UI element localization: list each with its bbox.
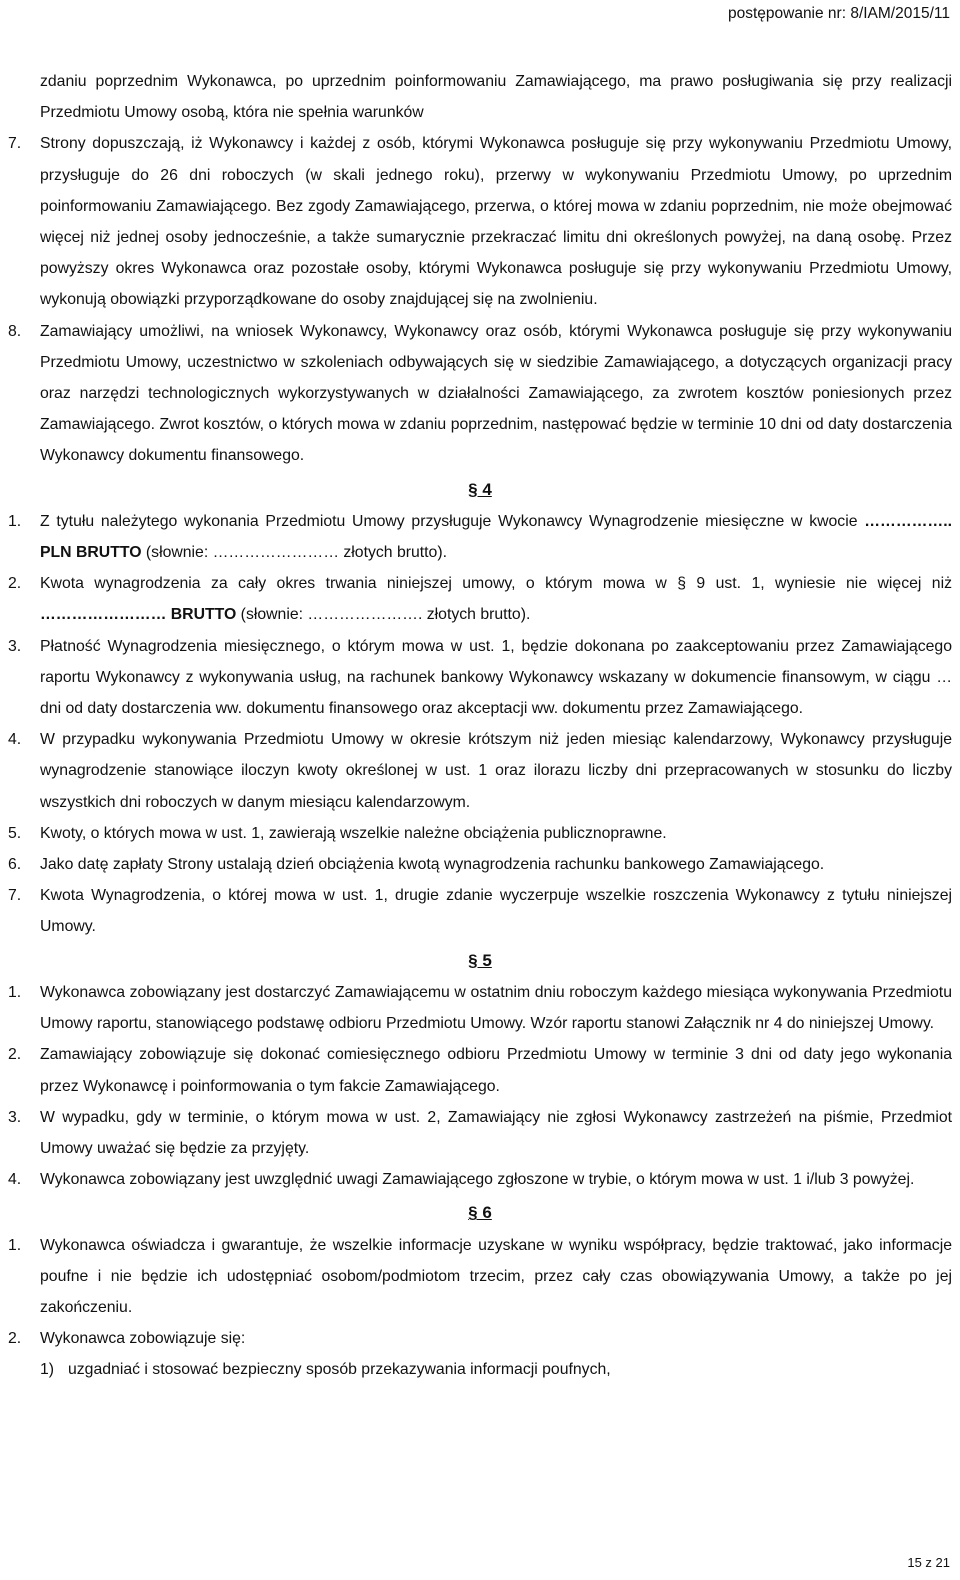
item-number: 2. [8, 1046, 22, 1064]
currency-label: PLN BRUTTO [40, 544, 142, 562]
document-body [8, 66, 952, 1386]
document-reference: postępowanie nr: 8/IAM/2015/11 [727, 5, 950, 22]
section-heading-6: § 6 [468, 1203, 492, 1223]
sub-list-item [8, 1354, 952, 1385]
list-item [8, 724, 952, 818]
item-number: 5. [8, 824, 22, 842]
item-number: 3. [8, 1108, 22, 1126]
item-text: Płatność Wynagrodzenia miesięcznego, o którym mowa w ust. 1, będzie dokonana po zaakceptowaniu przez Zamawiającego raportu Wykonawcy z wykonywania usług, na rachunek bankowy Wykonawcy wskazany w dokumencie finansowym, w ciągu … dni od daty dostarczenia ww. dokumentu finansowego oraz akceptacji ww. dokumentu przez Zamawiającego. [40, 637, 952, 718]
item-number: 6. [8, 856, 22, 874]
item-text: Zamawiający umożliwi, na wniosek Wykonawcy, Wykonawcy oraz osób, którymi Wykonawca posługuje się przy wykonywaniu Przedmiotu Umowy, uczestnictwo w szkoleniach odbywających się w siedzibie Zamawiającego, a dotyczących organizacji pracy oraz narzędzi technologicznych wykorzystywanych w działalności Zamawiającego, za zwrotem kosztów poniesionych przez Zamawiającego. Zwrot kosztów, o których mowa w zdaniu poprzednim, następować będzie w terminie 10 dni od daty dostarczenia Wykonawcy dokumentu finansowego. [40, 322, 952, 465]
list-item [8, 880, 952, 942]
list-item [8, 977, 952, 1039]
item-number: 1. [8, 983, 22, 1001]
item-text: W wypadku, gdy w terminie, o którym mowa w ust. 2, Zamawiający nie zgłosi Wykonawcy zastrzeżeń na piśmie, Przedmiot Umowy uważać się będzie za przyjęty. [40, 1108, 952, 1157]
item-text: Wykonawca zobowiązany jest uwzględnić uwagi Zamawiającego zgłoszone w trybie, o którym mowa w ust. 1 i/lub 3 powyżej. [40, 1171, 915, 1189]
list-item [8, 1323, 952, 1354]
item-text: Wykonawca zobowiązany jest dostarczyć Zamawiającemu w ostatnim dniu roboczym każdego miesiąca wykonywania Przedmiotu Umowy raportu, stanowiącego podstawę odbioru Przedmiotu Umowy. Wzór raportu stanowi Załącznik nr 4 do niniejszej Umowy. [40, 983, 952, 1033]
item-number: 8. [8, 322, 22, 340]
list-item [8, 506, 952, 568]
item-number: 2. [8, 1330, 22, 1348]
sub-item-number: 1) [40, 1361, 55, 1379]
item-text [40, 568, 952, 630]
text-part: Kwota wynagrodzenia za cały okres trwania niniejszej umowy, o którym mowa w § 9 ust. 1, wyniesie nie więcej niż [40, 575, 952, 593]
list-item [8, 128, 952, 315]
amount-placeholder: …………….. [864, 512, 952, 530]
item-number: 2. [8, 575, 22, 593]
list-item [8, 631, 952, 725]
text-part: (słownie: …………………… złotych brutto). [141, 544, 447, 562]
list-item [8, 316, 952, 472]
list-item [8, 1102, 952, 1164]
section-heading-5: § 5 [468, 950, 492, 970]
item-number: 7. [8, 135, 22, 153]
page-number: 15 z 21 [907, 1555, 950, 1570]
item-text: Strony dopuszczają, iż Wykonawcy i każdej z osób, którymi Wykonawca posługuje się przy wykonywaniu Przedmiotu Umowy, przysługuje do 26 dni roboczych (w skali jednego roku), przerwy w wykonywaniu Przedmiotu Umowy, po uprzednim poinformowaniu Zamawiającego. Bez zgody Zamawiającego, przerwa, o której mowa w zdaniu poprzednim, nie może obejmować więcej niż jednej osoby jednocześnie, a także sumarycznie przekraczać limitu dni określonych powyżej, na daną osobę. Przez powyższy okres Wykonawca oraz pozostałe osoby, którymi Wykonawca posługuje się przy wykonywaniu Przedmiotu Umowy, wykonują obowiązki przyporządkowane do osoby znajdującej się na zwolnieniu. [40, 135, 952, 309]
list-item [8, 568, 952, 630]
section-heading-4: § 4 [468, 479, 492, 499]
list-item [8, 1164, 952, 1195]
text-part: (słownie: …………………. złotych brutto). [236, 606, 531, 624]
item-number: 4. [8, 1171, 22, 1189]
continued-paragraph: zdaniu poprzednim Wykonawca, po uprzednim poinformowaniu Zamawiającego, ma prawo posługiwania się przy realizacji Przedmiotu Umowy osobą, która nie spełnia warunków [40, 73, 952, 122]
text-part: Z tytułu należytego wykonania Przedmiotu Umowy przysługuje Wykonawcy Wynagrodzenie miesięczne w kwocie [40, 512, 865, 530]
item-text: Wykonawca zobowiązuje się: [40, 1330, 246, 1348]
list-item [8, 849, 952, 880]
amount-placeholder: …………………… BRUTTO [40, 606, 237, 624]
item-text: W przypadku wykonywania Przedmiotu Umowy w okresie krótszym niż jeden miesiąc kalendarzowy, Wykonawcy przysługuje wynagrodzenie stanowiące iloczyn kwoty określonej w ust. 1 oraz ilorazu liczby dni przepracowanych w stosunku do liczby wszystkich dni roboczych w danym miesiącu kalendarzowym. [40, 731, 952, 811]
item-number: 4. [8, 731, 22, 749]
item-number: 7. [8, 887, 22, 905]
list-item [8, 1230, 952, 1324]
item-number: 3. [8, 637, 22, 655]
sub-item-text: uzgadniać i stosować bezpieczny sposób przekazywania informacji poufnych, [68, 1361, 611, 1379]
item-number: 1. [8, 512, 22, 530]
item-text: Kwota Wynagrodzenia, o której mowa w ust. 1, drugie zdanie wyczerpuje wszelkie roszczenia Wykonawcy z tytułu niniejszej Umowy. [40, 887, 952, 936]
item-text: Jako datę zapłaty Strony ustalają dzień obciążenia kwotą wynagrodzenia rachunku bankowego Zamawiającego. [40, 856, 825, 874]
item-text: Zamawiający zobowiązuje się dokonać comiesięcznego odbioru Przedmiotu Umowy w terminie 3 dni od daty jego wykonania przez Wykonawcę i poinformowania o tym fakcie Zamawiającego. [40, 1046, 952, 1095]
list-item [8, 1039, 952, 1101]
item-text: Kwoty, o których mowa w ust. 1, zawierają wszelkie należne obciążenia publicznoprawne. [40, 824, 667, 842]
item-text: Wykonawca oświadcza i gwarantuje, że wszelkie informacje uzyskane w wyniku współpracy, będzie traktować, jako informacje poufne i nie będzie ich udostępniać osobom/podmiotom trzecim, przez cały czas obowiązywania Umowy, a także po jej zakończeniu. [40, 1236, 952, 1316]
item-text [40, 506, 952, 568]
list-item [8, 818, 952, 849]
item-number: 1. [8, 1236, 22, 1254]
